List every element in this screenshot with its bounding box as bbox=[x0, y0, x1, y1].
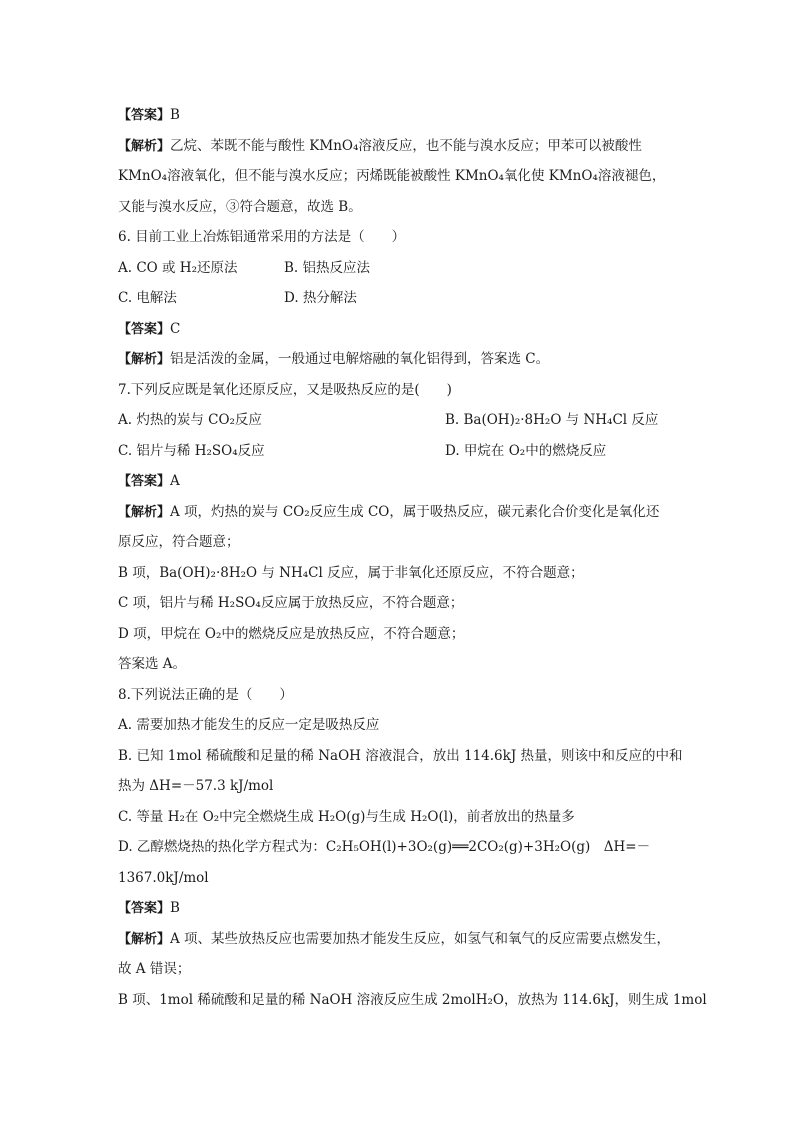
q8-option-d-line-1 bbox=[118, 832, 683, 863]
q6-analysis-tag: 【解析】 bbox=[118, 352, 171, 367]
q6-option-b: B. 铝热反应法 bbox=[284, 259, 371, 276]
q8-answer-line bbox=[118, 893, 683, 924]
q8-option-d-1: D. 乙醇燃烧热的热化学方程式为：C₂H₅OH(l)+3O₂(g)══2CO₂(g)+3H₂O(g) ΔH=－ bbox=[118, 839, 651, 855]
q7-analysis-text-6: 答案选 A。 bbox=[118, 656, 187, 672]
q8-analysis-line-1 bbox=[118, 924, 683, 955]
q7-analysis-text-1: A 项，灼热的炭与 CO₂反应生成 CO，属于吸热反应，碳元素化合价变化是氧化还 bbox=[170, 503, 660, 520]
q7-analysis-text-3: B 项，Ba(OH)₂·8H₂O 与 NH₄Cl 反应，属于非氧化还原反应，不符合题意； bbox=[118, 564, 584, 581]
q7-analysis-line-3 bbox=[118, 558, 683, 589]
q5-analysis-text-2: KMnO₄溶液氧化，但不能与溴水反应；丙烯既能被酸性 KMnO₄氧化使 KMnO₄溶液褪色， bbox=[118, 168, 666, 184]
q7-options-row-1 bbox=[118, 405, 683, 436]
q7-analysis-line-2 bbox=[118, 527, 683, 558]
q5-answer-tag: 【答案】 bbox=[118, 108, 171, 123]
q5-analysis-text-3: 又能与溴水反应，③符合题意，故选 B。 bbox=[118, 198, 362, 215]
q8-option-b-line-1 bbox=[118, 741, 683, 772]
q7-answer-tag: 【答案】 bbox=[118, 474, 171, 489]
q6-options-row-1 bbox=[118, 253, 683, 284]
q8-option-c: C. 等量 H₂在 O₂中完全燃烧生成 H₂O(g)与生成 H₂O(l)，前者放出的热量多 bbox=[118, 808, 575, 825]
q8-answer-value: B bbox=[170, 900, 180, 916]
q6-answer-tag: 【答案】 bbox=[118, 321, 171, 337]
q8-option-a-line bbox=[118, 710, 683, 741]
q8-option-b-2: 热为 ΔH=－57.3 kJ/mol bbox=[118, 778, 274, 794]
q7-option-d: D. 甲烷在 O₂中的燃烧反应 bbox=[445, 442, 607, 459]
q7-analysis-line-1 bbox=[118, 497, 683, 528]
q5-analysis-line-2 bbox=[118, 161, 683, 192]
q5-analysis-line-3 bbox=[118, 192, 683, 223]
q8-analysis-text-3: B 项、1mol 稀硫酸和足量的稀 NaOH 溶液反应生成 2molH₂O，放热为 114.6kJ，则生成 1mol bbox=[118, 991, 707, 1008]
q5-analysis-line-1 bbox=[118, 131, 683, 162]
q8-analysis-text-1: A 项、某些放热反应也需要加热才能发生反应，如氢气和氧气的反应需要点燃发生， bbox=[170, 930, 671, 947]
q8-analysis-tag: 【解析】 bbox=[118, 931, 171, 947]
q7-options-row-2 bbox=[118, 436, 683, 467]
q8-analysis-text-2: 故 A 错误； bbox=[118, 961, 191, 977]
q7-analysis-text-5: D 项，甲烷在 O₂中的燃烧反应是放热反应，不符合题意； bbox=[118, 625, 465, 642]
q8-analysis-line-3 bbox=[118, 985, 707, 1016]
q6-options-row-2 bbox=[118, 283, 683, 314]
q6-answer-value: C bbox=[170, 320, 181, 337]
q8-option-d-2: 1367.0kJ/mol bbox=[118, 869, 209, 886]
q7-analysis-line-6 bbox=[118, 649, 683, 680]
q7-analysis-line-4 bbox=[118, 588, 683, 619]
q6-analysis-text: 铝是活泼的金属，一般通过电解熔融的氧化铝得到，答案选 C。 bbox=[170, 351, 550, 367]
q8-stem-text: 8.下列说法正确的是（ ） bbox=[118, 686, 293, 703]
q5-answer-line bbox=[118, 100, 683, 131]
q7-option-c: C. 铝片与稀 H₂SO₄反应 bbox=[118, 442, 265, 459]
q8-stem bbox=[118, 680, 683, 711]
q7-analysis-line-5 bbox=[118, 619, 683, 650]
q8-option-b-1: B. 已知 1mol 稀硫酸和足量的稀 NaOH 溶液混合，放出 114.6kJ 热量，则该中和反应的中和 bbox=[118, 747, 683, 764]
document-page bbox=[118, 100, 707, 1015]
q7-option-a: A. 灼热的炭与 CO₂反应 bbox=[118, 412, 262, 428]
q7-stem-text: 7.下列反应既是氧化还原反应，又是吸热反应的是( ) bbox=[118, 381, 452, 398]
q8-analysis-line-2 bbox=[118, 954, 683, 985]
q7-analysis-tag: 【解析】 bbox=[118, 504, 171, 520]
q5-analysis-text-1: 乙烷、苯既不能与酸性 KMnO₄溶液反应，也不能与溴水反应；甲苯可以被酸性 bbox=[170, 137, 642, 154]
q6-option-c: C. 电解法 bbox=[118, 290, 177, 306]
q8-option-b-line-2 bbox=[118, 771, 683, 802]
q7-analysis-text-2: 原反应，符合题意； bbox=[118, 534, 240, 550]
q5-answer-value: B bbox=[170, 107, 180, 123]
q7-answer-line bbox=[118, 466, 683, 497]
q7-analysis-text-4: C 项，铝片与稀 H₂SO₄反应属于放热反应，不符合题意； bbox=[118, 595, 464, 611]
q8-answer-tag: 【答案】 bbox=[118, 901, 171, 916]
q7-stem bbox=[118, 375, 683, 406]
q7-option-b: B. Ba(OH)₂·8H₂O 与 NH₄Cl 反应 bbox=[445, 412, 659, 428]
q6-stem-text: 6. 目前工业上冶炼铝通常采用的方法是（ ） bbox=[118, 229, 406, 245]
q8-option-c-line bbox=[118, 802, 683, 833]
q7-answer-value: A bbox=[170, 473, 180, 489]
q6-option-d: D. 热分解法 bbox=[284, 290, 357, 306]
q8-option-a: A. 需要加热才能发生的反应一定是吸热反应 bbox=[118, 717, 380, 733]
q6-answer-line bbox=[118, 314, 683, 345]
q6-analysis-line bbox=[118, 344, 683, 375]
q8-option-d-line-2 bbox=[118, 863, 683, 894]
q5-analysis-tag: 【解析】 bbox=[118, 138, 171, 154]
q6-stem bbox=[118, 222, 683, 253]
q6-option-a: A. CO 或 H₂还原法 bbox=[118, 259, 238, 276]
